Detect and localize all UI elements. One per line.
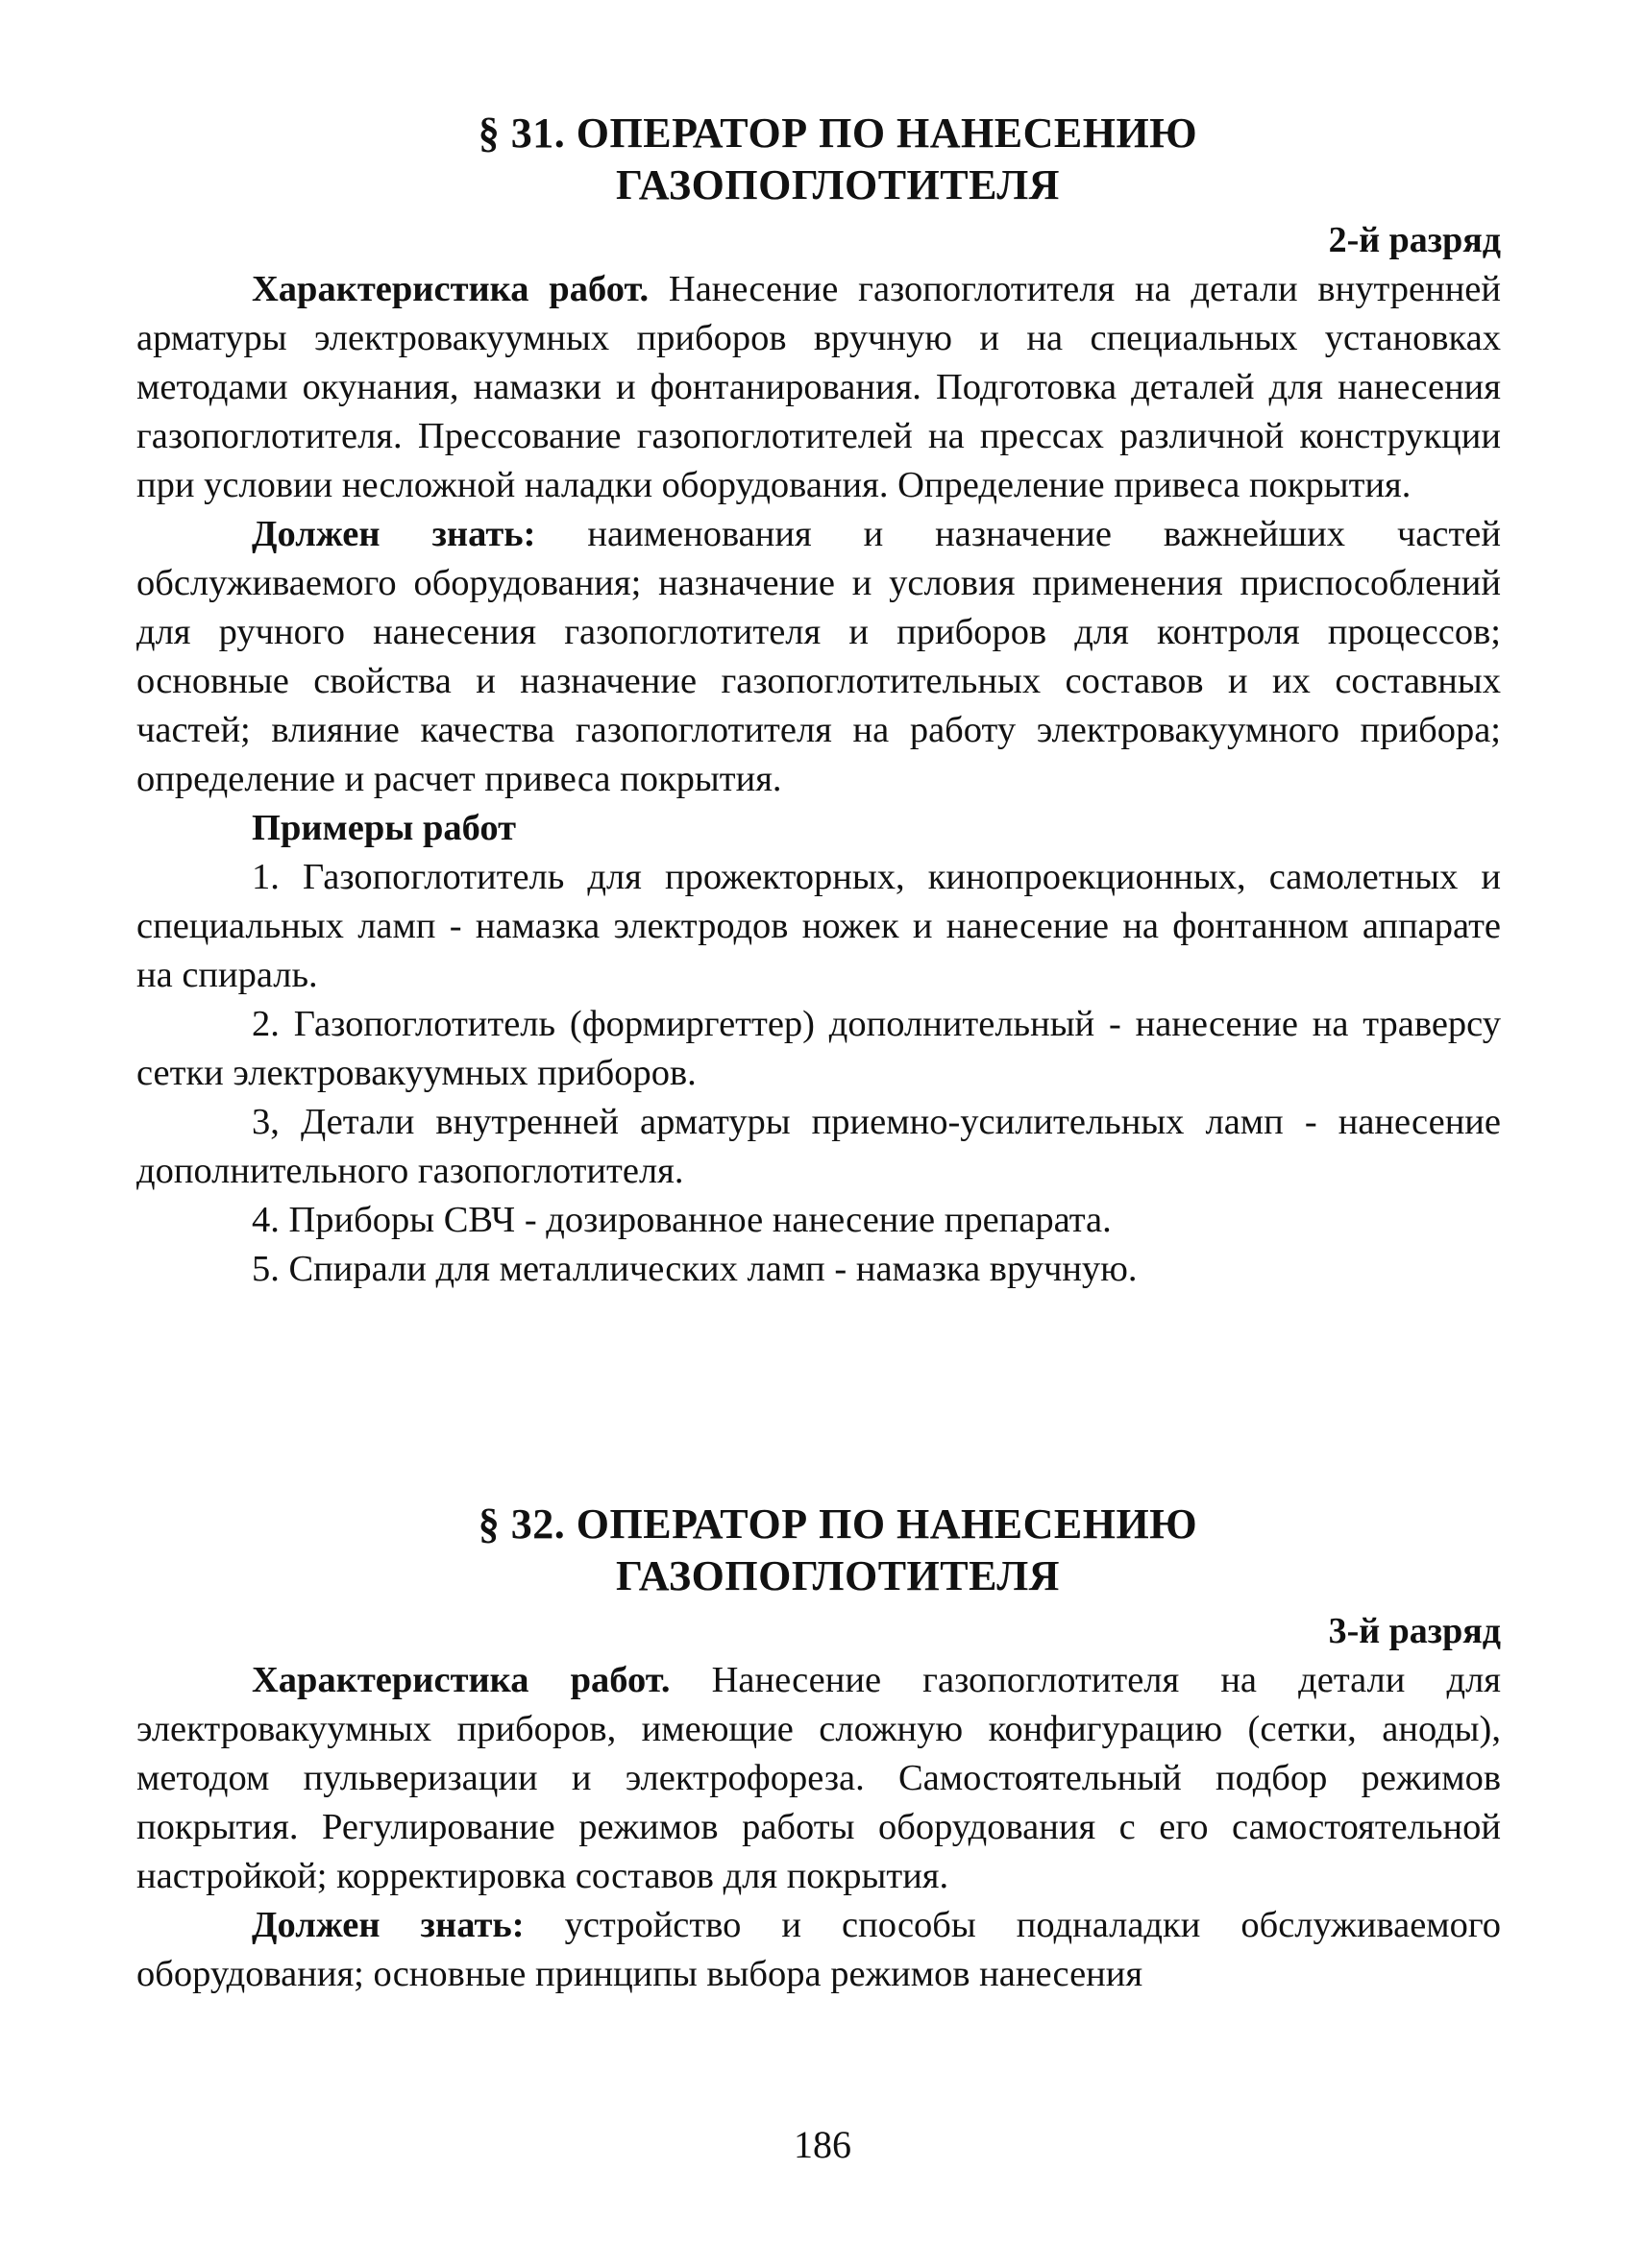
section-31-title	[136, 108, 1501, 211]
knowledge-text: устройство и способы подналадки обслуживаемого оборудования; основные принципы выбора режимов нанесения	[136, 1905, 1501, 1994]
section-31-knowledge	[136, 510, 1501, 804]
section-31-grade: 2-й разряд	[1328, 220, 1501, 260]
characteristics-label: Характеристика работ.	[252, 1660, 671, 1700]
section-32-title-line1: § 32. ОПЕРАТОР ПО НАНЕСЕНИЮ	[478, 1500, 1198, 1548]
example-item: 1. Газопоглотитель для прожекторных, кинопроекционных, самолетных и специальных ламп - намазка электродов ножек и нанесение на фонтанном аппарате на спираль.	[136, 857, 1501, 995]
knowledge-text: наименования и назначение важнейших частей обслуживаемого оборудования; назначение и условия применения приспособлений для ручного нанесения газопоглотителя и приборов для контроля процессов; основные свойства и назначение газопоглотительных составов и их составных частей; влияние качества газопоглотителя на работу электровакуумного прибора; определение и расчет привеса покрытия.	[136, 514, 1501, 799]
section-32-grade: 3-й разряд	[1328, 1611, 1501, 1651]
example-item: 5. Спирали для металлических ламп - намазка вручную.	[252, 1249, 1138, 1289]
section-32-knowledge	[136, 1901, 1501, 1999]
page-number: 186	[794, 2123, 851, 2166]
example-item: 2. Газопоглотитель (формиргеттер) дополнительный - нанесение на траверсу сетки электровакуумных приборов.	[136, 1004, 1501, 1093]
example-item: 4. Приборы СВЧ - дозированное нанесение препарата.	[252, 1200, 1112, 1240]
section-32-title-line2: ГАЗОПОГЛОТИТЕЛЯ	[616, 1552, 1060, 1599]
knowledge-label: Должен знать:	[252, 514, 536, 554]
characteristics-label: Характеристика работ.	[252, 269, 650, 309]
examples-heading: Примеры работ	[252, 808, 517, 848]
section-32	[136, 1499, 1501, 1999]
section-31-title-line2: ГАЗОПОГЛОТИТЕЛЯ	[616, 161, 1060, 208]
section-31-title-line1: § 31. ОПЕРАТОР ПО НАНЕСЕНИЮ	[478, 110, 1198, 157]
section-32-title	[136, 1499, 1501, 1602]
characteristics-text: Нанесение газопоглотителя на детали внутренней арматуры электровакуумных приборов вручную и на специальных установках методами окунания, намазки и фонтанирования. Подготовка деталей для нанесения газопоглотителя. Прессование газопоглотителей на прессах различной конструкции при условии несложной наладки оборудования. Определение привеса покрытия.	[136, 269, 1501, 505]
knowledge-label: Должен знать:	[252, 1905, 525, 1945]
section-31-characteristics	[136, 265, 1501, 510]
section-31	[136, 108, 1501, 1294]
section-32-characteristics	[136, 1656, 1501, 1901]
characteristics-text: Нанесение газопоглотителя на детали для электровакуумных приборов, имеющие сложную конфигурацию (сетки, аноды), методом пульверизации и электрофореза. Самостоятельный подбор режимов покрытия. Регулирование режимов работы оборудования с его самостоятельной настройкой; корректировка составов для покрытия.	[136, 1660, 1501, 1896]
example-item: 3, Детали внутренней арматуры приемно-усилительных ламп - нанесение дополнительного газопоглотителя.	[136, 1102, 1501, 1191]
